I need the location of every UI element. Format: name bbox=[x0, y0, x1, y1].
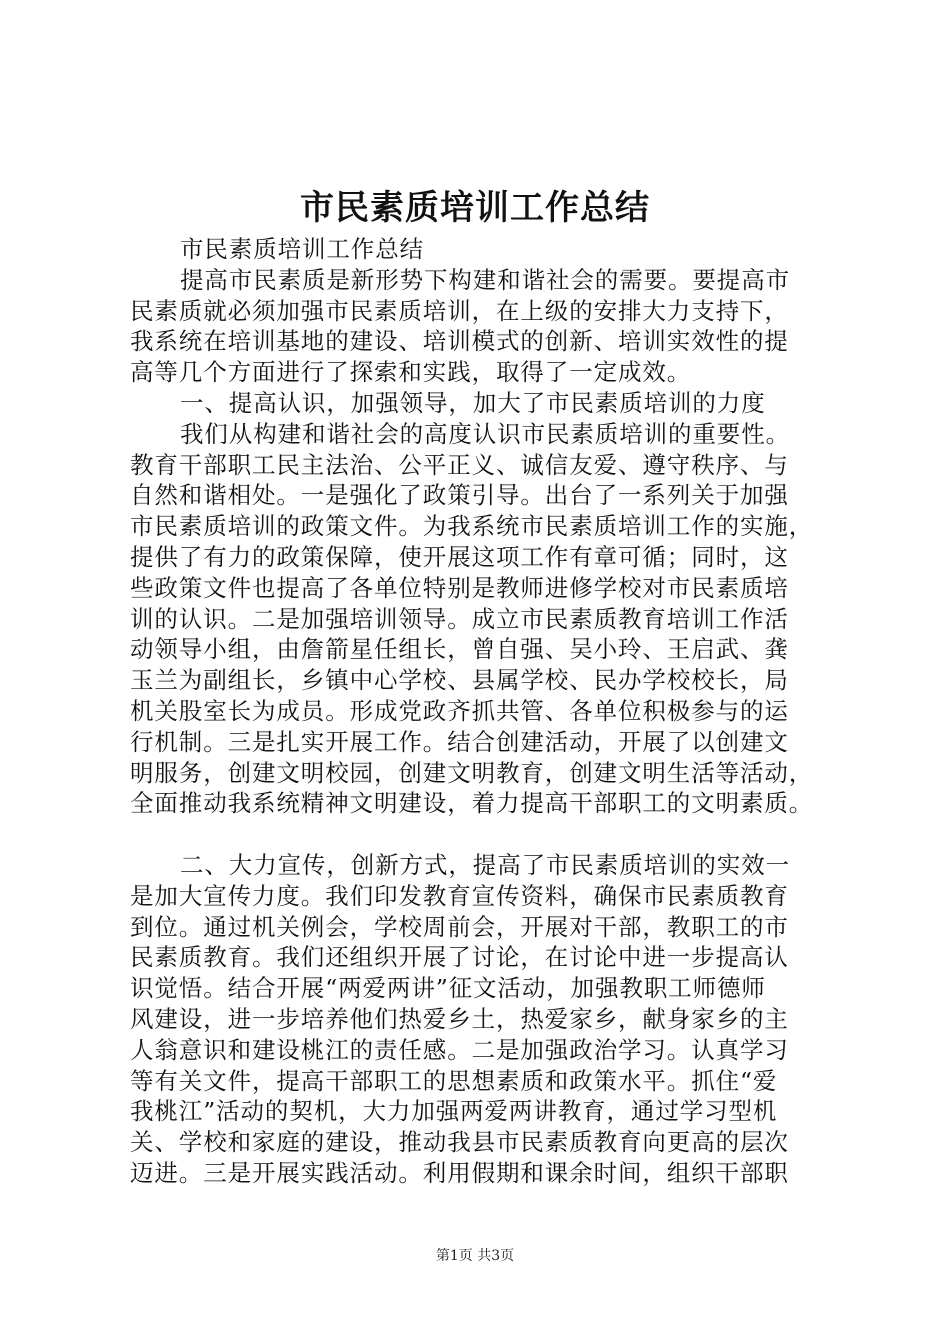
text-line: 关、学校和家庭的建设，推动我县市民素质教育向更高的层次 bbox=[130, 1128, 789, 1157]
text-line: 民素质教育。我们还组织开展了讨论，在讨论中进一步提高认 bbox=[130, 943, 789, 972]
text-line: 提高市民素质是新形势下构建和谐社会的需要。要提高市 bbox=[180, 265, 790, 294]
text-line: 是加大宣传力度。我们印发教育宣传资料，确保市民素质教育 bbox=[130, 881, 789, 910]
text-line: 自然和谐相处。一是强化了政策引导。出台了一系列关于加强 bbox=[130, 481, 789, 510]
text-line: 玉兰为副组长，乡镇中心学校、县属学校、民办学校校长，局 bbox=[130, 666, 789, 695]
document-title: 市民素质培训工作总结 bbox=[300, 188, 650, 228]
text-line: 市民素质培训的政策文件。为我系统市民素质培训工作的实施， bbox=[130, 512, 814, 541]
page-footer: 第1页 共3页 bbox=[435, 1248, 515, 1264]
document-body bbox=[130, 234, 850, 1189]
text-line: 提供了有力的政策保障，使开展这项工作有章可循；同时，这 bbox=[130, 542, 789, 571]
text-line: 机关股室长为成员。形成党政齐抓共管、各单位积极参与的运 bbox=[130, 696, 789, 725]
text-line: 全面推动我系统精神文明建设，着力提高干部职工的文明素质。 bbox=[130, 789, 814, 818]
text-line: 明服务，创建文明校园，创建文明教育，创建文明生活等活动， bbox=[130, 758, 814, 787]
text-line: 教育干部职工民主法治、公平正义、诚信友爱、遵守秩序、与 bbox=[130, 450, 789, 479]
text-line: 些政策文件也提高了各单位特别是教师进修学校对市民素质培 bbox=[130, 573, 789, 602]
text-line: 识觉悟。结合开展“两爱两讲”征文活动，加强教职工师德师 bbox=[130, 974, 766, 1003]
text-line: 动领导小组，由詹箭星任组长，曾自强、吴小玲、王启武、龚 bbox=[130, 635, 789, 664]
text-line: 我桃江”活动的契机，大力加强两爱两讲教育，通过学习型机 bbox=[130, 1097, 778, 1126]
text-line: 一、提高认识，加强领导，加大了市民素质培训的力度 bbox=[180, 388, 766, 417]
text-line: 迈进。三是开展实践活动。利用假期和课余时间，组织干部职 bbox=[130, 1158, 789, 1187]
text-line: 人翁意识和建设桃江的责任感。二是加强政治学习。认真学习 bbox=[130, 1035, 789, 1064]
text-line: 我们从构建和谐社会的高度认识市民素质培训的重要性。 bbox=[180, 419, 790, 448]
text-line: 我系统在培训基地的建设、培训模式的创新、培训实效性的提 bbox=[130, 327, 789, 356]
text-line: 风建设，进一步培养他们热爱乡土，热爱家乡，献身家乡的主 bbox=[130, 1004, 789, 1033]
text-line: 等有关文件，提高干部职工的思想素质和政策水平。抓住“爱 bbox=[130, 1066, 778, 1095]
blank-line bbox=[130, 819, 850, 850]
text-line: 市民素质培训工作总结 bbox=[180, 235, 424, 263]
text-line: 二、大力宣传，创新方式，提高了市民素质培训的实效一 bbox=[180, 850, 790, 879]
text-line: 民素质就必须加强市民素质培训，在上级的安排大力支持下， bbox=[130, 296, 789, 325]
text-line: 行机制。三是扎实开展工作。结合创建活动，开展了以创建文 bbox=[130, 727, 789, 756]
text-line: 到位。通过机关例会，学校周前会，开展对干部，教职工的市 bbox=[130, 912, 789, 941]
text-line: 训的认识。二是加强培训领导。成立市民素质教育培训工作活 bbox=[130, 604, 789, 633]
text-line: 高等几个方面进行了探索和实践，取得了一定成效。 bbox=[130, 358, 692, 387]
